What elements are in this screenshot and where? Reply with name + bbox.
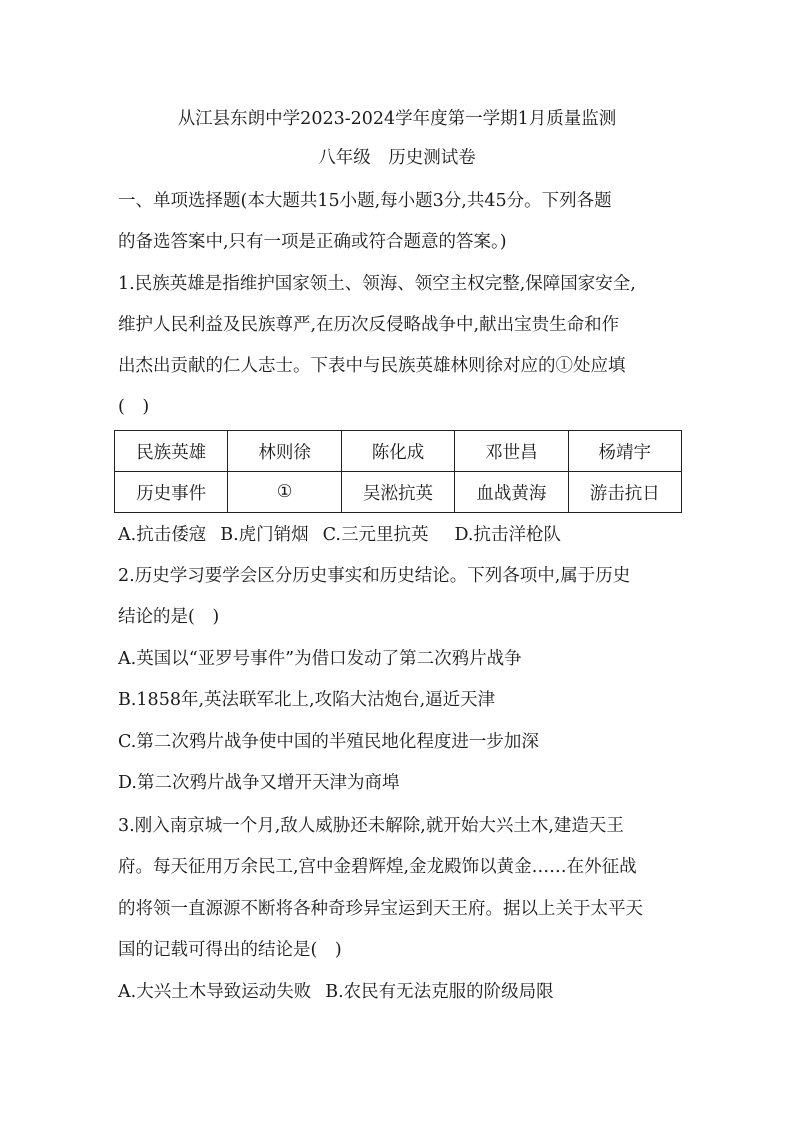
exam-subtitle: 八年级 历史测试卷	[318, 148, 476, 168]
q1-text-line3: 出杰出贡献的仁人志士。下表中与民族英雄林则徐对应的①处应填	[118, 356, 626, 376]
table-cell: 血战黄海	[455, 472, 568, 513]
q1-text-line2: 维护人民利益及民族尊严,在历次反侵略战争中,献出宝贵生命和作	[118, 315, 620, 335]
q2-text-line2: 结论的是( )	[118, 607, 220, 627]
table-cell: 历史事件	[115, 472, 228, 513]
q3-text-line4: 国的记载可得出的结论是( )	[118, 940, 342, 960]
q2-option-b: B.1858年,英法联军北上,攻陷大沽炮台,逼近天津	[118, 690, 496, 710]
table-cell: 杨靖宇	[568, 431, 681, 472]
q3-text-line1: 3.刚入南京城一个月,敌人威胁还未解除,就开始大兴土木,建造天王	[118, 816, 624, 836]
q2-option-d: D.第二次鸦片战争又增开天津为商埠	[118, 773, 400, 793]
q2-option-c: C.第二次鸦片战争使中国的半殖民地化程度进一步加深	[118, 732, 539, 752]
q2-option-a: A.英国以“亚罗号事件”为借口发动了第二次鸦片战争	[118, 649, 522, 669]
q1-option-d: D.抗击洋枪队	[454, 525, 561, 545]
q1-answer-bracket: ( )	[118, 397, 150, 417]
q1-option-c: C.三元里抗英	[322, 525, 429, 545]
table-row	[115, 431, 682, 472]
q1-hero-table	[114, 430, 682, 513]
q1-option-b: B.虎门销烟	[220, 525, 309, 545]
q3-option-b: B.农民有无法克服的阶级局限	[325, 982, 554, 1002]
q3-options	[118, 980, 568, 1004]
table-cell: 游击抗日	[568, 472, 681, 513]
q3-text-line2: 府。每天征用万余民工,宫中金碧辉煌,金龙殿饰以黄金……在外征战	[118, 857, 637, 877]
section-heading-line1: 一、单项选择题(本大题共15小题,每小题3分,共45分。下列各题	[118, 191, 612, 211]
table-cell: 吴淞抗英	[341, 472, 454, 513]
exam-title: 从江县东朗中学2023-2024学年度第一学期1月质量监测	[177, 109, 617, 129]
table-cell: 陈化成	[341, 431, 454, 472]
table-cell: 邓世昌	[455, 431, 568, 472]
q1-options	[118, 523, 575, 547]
table-row	[115, 472, 682, 513]
q1-text-line1: 1.民族英雄是指维护国家领土、领海、领空主权完整,保障国家安全,	[118, 274, 636, 294]
table-cell: ①	[228, 472, 341, 513]
q1-option-a: A.抗击倭寇	[118, 525, 207, 545]
q3-option-a: A.大兴土木导致运动失败	[118, 982, 312, 1002]
table-cell: 林则徐	[228, 431, 341, 472]
q2-text-line1: 2.历史学习要学会区分历史事实和历史结论。下列各项中,属于历史	[118, 566, 631, 586]
q3-text-line3: 的将领一直源源不断将各种奇珍异宝运到天王府。据以上关于太平天	[118, 899, 643, 919]
table-cell: 民族英雄	[115, 431, 228, 472]
section-heading-line2: 的备选答案中,只有一项是正确或符合题意的答案。)	[118, 232, 507, 252]
